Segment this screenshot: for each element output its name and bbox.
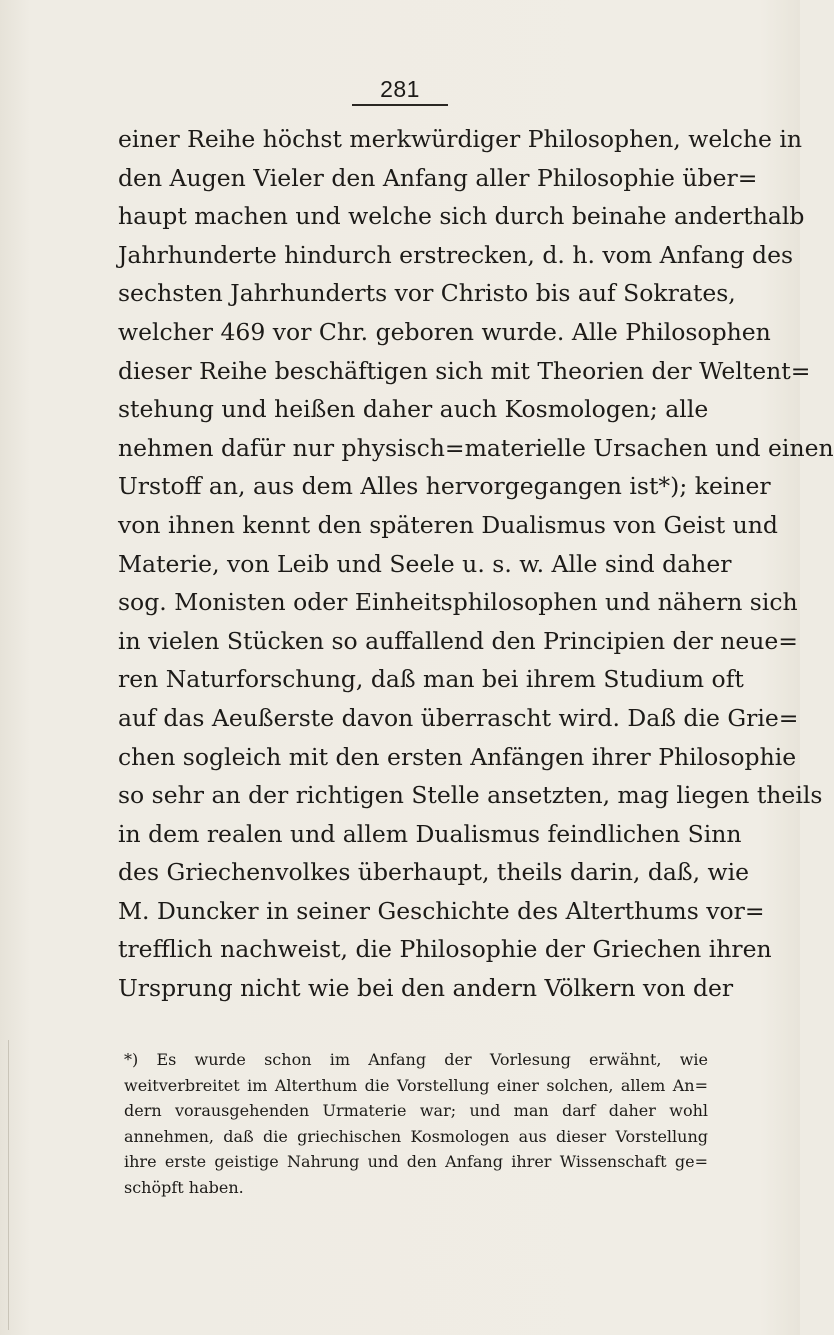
text-line: haupt machen und welche sich durch beinahe anderthalb xyxy=(118,202,805,231)
footnote-line: schöpft haben. xyxy=(124,1177,244,1197)
text-line: stehung und heißen daher auch Kosmologen; alle xyxy=(118,395,709,424)
text-line: in dem realen und allem Dualismus feindlichen Sinn xyxy=(118,819,742,848)
footnote-line: annehmen, daß die griechischen Kosmologen aus dieser Vorstellung xyxy=(124,1126,708,1146)
text-line: Urstoff an, aus dem Alles hervorgegangen ist*); keiner xyxy=(118,472,771,501)
footnote-line: *) Es wurde schon im Anfang der Vorlesung erwähnt, wie xyxy=(124,1050,708,1069)
text-line: dieser Reihe beschäftigen sich mit Theorien der Weltent= xyxy=(118,356,811,385)
text-line: sechsten Jahrhunderts vor Christo bis auf Sokrates, xyxy=(118,279,736,308)
text-line: auf das Aeußerste davon überrascht wird. Daß die Grie= xyxy=(118,703,799,732)
text-line: so sehr an der richtigen Stelle ansetzten, mag liegen theils xyxy=(118,781,823,810)
text-line: Materie, von Leib und Seele u. s. w. Alle sind daher xyxy=(118,549,732,578)
text-line: M. Duncker in seiner Geschichte des Alterthums vor= xyxy=(118,896,765,925)
footnotes xyxy=(124,1047,708,1201)
footnote-line: weitverbreitet im Alterthum die Vorstellung einer solchen, allem An= xyxy=(124,1075,708,1095)
text-line: chen sogleich mit den ersten Anfängen ihrer Philosophie xyxy=(118,742,797,771)
footnote-line: dern vorausgehenden Urmaterie war; und man darf daher wohl xyxy=(124,1101,708,1121)
text-line: ren Naturforschung, daß man bei ihrem Studium oft xyxy=(118,665,744,694)
text-line: welcher 469 vor Chr. geboren wurde. Alle Philosophen xyxy=(118,317,771,346)
footnote-line: ihre erste geistige Nahrung und den Anfang ihrer Wissenschaft ge= xyxy=(124,1152,708,1172)
text-line: Jahrhunderte hindurch erstrecken, d. h. vom Anfang des xyxy=(118,240,794,269)
page-number-rule xyxy=(352,104,448,106)
text-line: von ihnen kennt den späteren Dualismus von Geist und xyxy=(118,510,778,539)
text-line: Ursprung nicht wie bei den andern Völkern von der xyxy=(118,974,734,1003)
text-line: sog. Monisten oder Einheitsphilosophen und nähern sich xyxy=(118,588,798,617)
text-line: nehmen dafür nur physisch=materielle Ursachen und einen xyxy=(118,433,834,462)
text-line: den Augen Vieler den Anfang aller Philosophie über= xyxy=(118,163,758,192)
text-line: trefflich nachweist, die Philosophie der Griechen ihren xyxy=(118,935,772,964)
body-text xyxy=(118,120,834,1008)
page-number: 281 xyxy=(380,76,420,102)
text-line: in vielen Stücken so auffallend den Principien der neue= xyxy=(118,626,798,655)
margin-mark xyxy=(8,1040,9,1330)
text-line: des Griechenvolkes überhaupt, theils darin, daß, wie xyxy=(118,858,750,887)
text-line: einer Reihe höchst merkwürdiger Philosophen, welche in xyxy=(118,125,803,153)
